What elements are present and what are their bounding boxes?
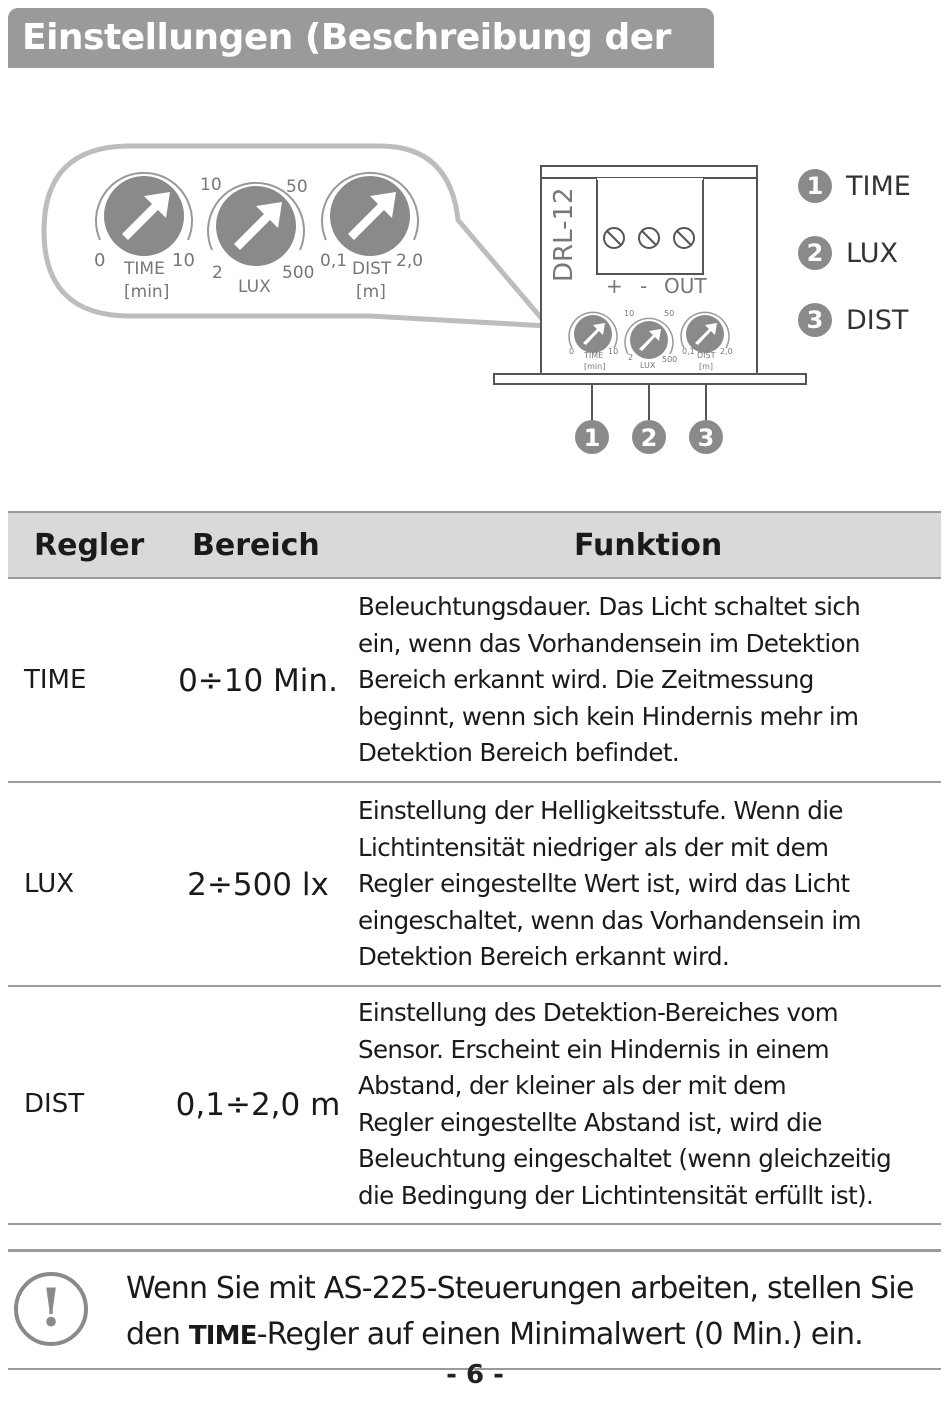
small-time-unit: [min] [584,362,606,371]
lux-min-label: 2 [212,263,223,283]
cell-bereich: 2÷500 lx [187,867,329,903]
section-title: Einstellungen (Beschreibung der Regler) [8,8,714,68]
funktion-line: Einstellung des Detektion-Bereiches vom [358,998,839,1027]
terminal-out: OUT [664,274,707,298]
funktion-line: Regler eingestellte Abstand ist, wird die [358,1107,822,1137]
page-number: - 6 - [446,1360,504,1390]
cell-bereich: 0÷10 Min. [178,663,338,699]
callout-lines [592,384,706,420]
small-time-min: 0 [569,347,575,356]
legend-item-lux [798,235,898,271]
lux-mid-right-label: 50 [286,177,308,197]
cell-funktion [358,995,941,1215]
table-row [8,783,941,987]
time-unit-label: [min] [124,282,170,302]
funktion-line: Detektion Bereich erkannt wird. [358,942,730,972]
cell-regler: TIME [24,665,87,695]
legend-label: LUX [846,237,898,269]
note-text [126,1266,941,1359]
legend-number: 1 [798,169,832,203]
funktion-line: ein, wenn das Vorhandensein im Detektion [358,628,860,658]
funktion-line: Beleuchtungsdauer. Das Licht schaltet sich [358,592,861,621]
small-dist-max: 2,0 [720,347,733,356]
dist-max-label: 2,0 [396,251,424,271]
settings-table [8,511,941,1225]
legend-number: 2 [798,236,832,270]
time-name-label: TIME [124,259,165,279]
cell-bereich: 0,1÷2,0 m [175,1087,341,1123]
time-min-label: 0 [94,250,106,271]
funktion-line: Regler eingestellte Wert ist, wird das Licht [358,869,850,899]
funktion-line: eingeschaltet, wenn das Vorhandensein im [358,905,861,935]
small-lux-min: 2 [628,353,634,362]
note-line-1: Wenn Sie mit AS-225-Steuerungen arbeiten, stellen Sie [126,1271,914,1306]
funktion-line: Detektion Bereich befindet. [358,738,680,768]
small-dist-name: DIST [697,351,716,360]
lux-max-label: 500 [282,263,315,283]
small-time-max: 10 [608,347,619,356]
terminal-minus: - [640,274,648,298]
note-line-2-suffix: -Regler auf einen Minimalwert (0 Min.) ein. [256,1317,863,1352]
time-max-label: 10 [172,250,195,271]
header-bereich: Bereich [192,528,320,563]
lux-name-label: LUX [238,277,271,297]
note-line-2-prefix: den [126,1317,189,1352]
table-header [8,511,941,579]
funktion-line: Abstand, der kleiner als der mit dem [358,1071,786,1101]
funktion-line: die Bedingung der Lichtintensität erfüllt ist). [358,1180,874,1210]
funktion-line: Beleuchtung eingeschaltet (wenn gleichzeitig [358,1144,892,1174]
dist-name-label: DIST [352,259,392,279]
callout-numbers [575,420,723,454]
warning-note [8,1249,941,1370]
legend-item-time [798,168,911,204]
funktion-line: Sensor. Erscheint ein Hindernis in einem [358,1034,830,1064]
legend-label: DIST [846,304,909,336]
dist-unit-label: [m] [356,282,386,302]
small-dist-unit: [m] [699,362,714,371]
cell-regler: DIST [24,1089,85,1119]
cell-funktion [358,793,941,976]
cell-regler: LUX [24,869,75,899]
note-line-2 [126,1312,941,1359]
callout-2: 2 [640,424,658,452]
table-row [8,987,941,1225]
small-lux-mid-right: 50 [664,309,675,318]
small-lux-name: LUX [640,361,656,370]
terminal-screws [604,228,694,248]
header-regler: Regler [34,528,145,563]
terminal-plus: + [606,274,623,298]
dist-min-label: 0,1 [320,251,348,271]
funktion-line: Einstellung der Helligkeitsstufe. Wenn die [358,796,843,825]
table-row [8,579,941,783]
exclamation-icon: ! [14,1272,88,1346]
legend-item-dist [798,302,908,338]
small-lux-mid-left: 10 [624,309,635,318]
small-lux-max: 500 [662,355,678,364]
note-time-bold: TIME [188,1321,257,1351]
funktion-line: Lichtintensität niedriger als der mit dem [358,832,829,862]
cell-funktion [358,589,941,772]
funktion-line: Bereich erkannt wird. Die Zeitmessung [358,665,814,695]
device-model: DRL-12 [549,187,579,282]
lux-mid-left-label: 10 [200,175,222,195]
funktion-line: beginnt, wenn sich kein Hindernis mehr im [358,701,859,731]
legend-number: 3 [798,303,832,337]
callout-1: 1 [583,424,601,452]
legend-label: TIME [846,170,911,202]
small-time-name: TIME [584,351,604,360]
small-dist-min: 0,1 [682,347,695,356]
header-funktion: Funktion [574,528,723,563]
callout-3: 3 [697,424,715,452]
